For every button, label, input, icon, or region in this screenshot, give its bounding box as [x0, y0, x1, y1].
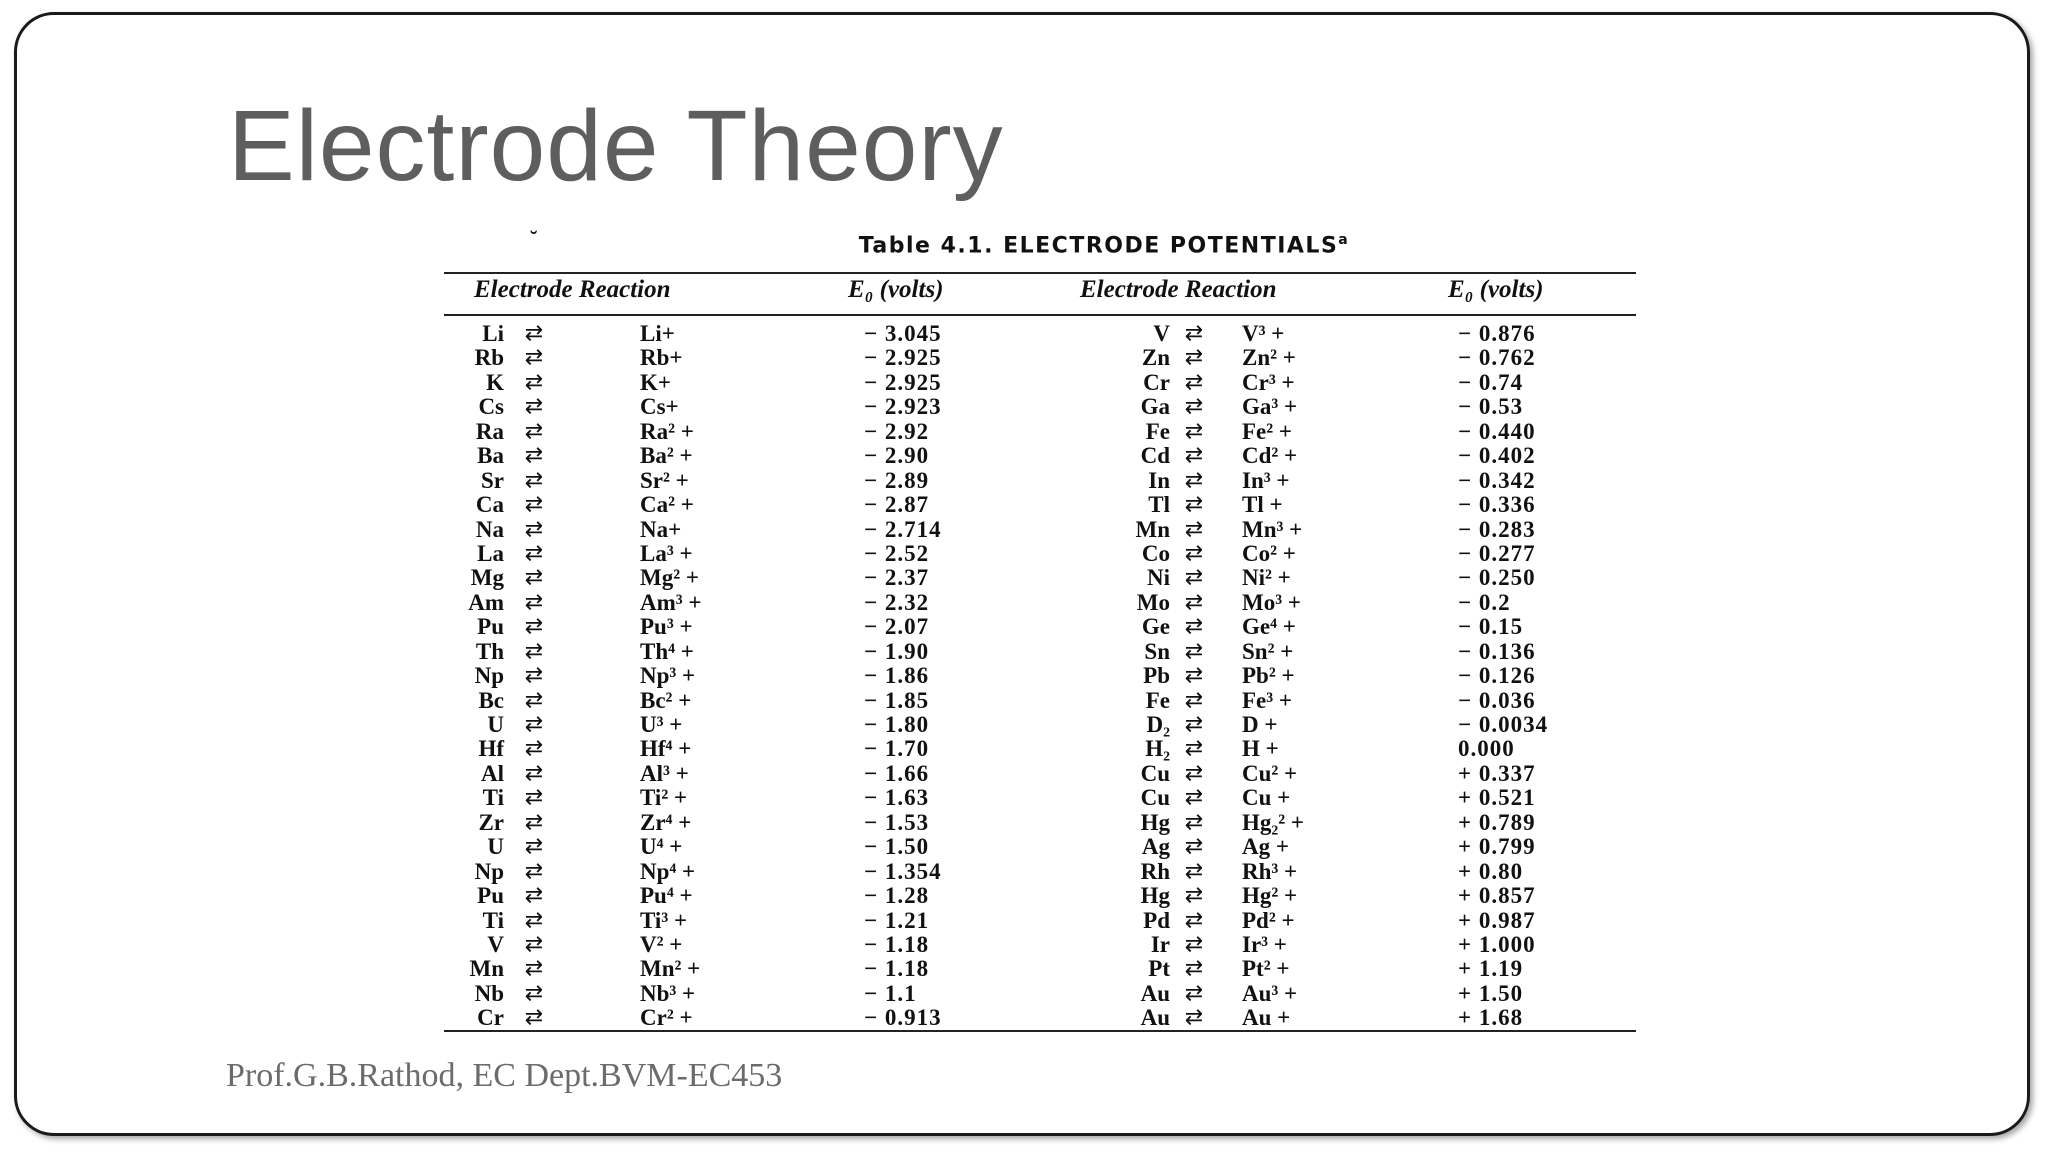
equilibrium-arrow-icon: ⇄	[1184, 687, 1204, 713]
left-potential: − 2.925	[864, 369, 942, 395]
left-potential: − 1.85	[864, 687, 930, 713]
right-ion: Ga³ +	[1242, 394, 1298, 420]
right-potential: − 0.283	[1458, 516, 1536, 542]
right-ion: V³ +	[1242, 321, 1285, 346]
equilibrium-arrow-icon: ⇄	[524, 785, 544, 811]
right-potential: − 0.876	[1458, 321, 1536, 346]
equilibrium-arrow-icon: ⇄	[524, 394, 544, 420]
table-row	[444, 591, 1644, 615]
table-row	[444, 909, 1644, 933]
left-electrode: Cr	[477, 1005, 504, 1031]
table-row	[444, 371, 1644, 395]
equilibrium-arrow-icon: ⇄	[524, 369, 544, 395]
slide-title: Electrode Theory	[228, 90, 1004, 202]
left-ion: Na+	[640, 516, 682, 542]
table-header-rule	[444, 314, 1636, 316]
equilibrium-arrow-icon: ⇄	[1184, 638, 1204, 664]
right-potential: + 0.789	[1458, 809, 1536, 835]
left-ion: Cs+	[640, 394, 679, 420]
left-electrode: Am	[468, 589, 504, 615]
right-ion: Au³ +	[1242, 980, 1298, 1006]
header-potential-left: E₀ (volts)	[848, 276, 944, 303]
left-electrode: La	[477, 540, 504, 566]
table-row	[444, 835, 1644, 859]
equilibrium-arrow-icon: ⇄	[1184, 907, 1204, 933]
right-potential: − 0.15	[1458, 614, 1524, 640]
equilibrium-arrow-icon: ⇄	[1184, 760, 1204, 786]
slide-footer: Prof.G.B.Rathod, EC Dept.BVM-EC453	[226, 1057, 783, 1094]
equilibrium-arrow-icon: ⇄	[1184, 858, 1204, 884]
equilibrium-arrow-icon: ⇄	[524, 1005, 544, 1031]
equilibrium-arrow-icon: ⇄	[524, 638, 544, 664]
equilibrium-arrow-icon: ⇄	[1184, 589, 1204, 615]
left-potential: − 1.90	[864, 638, 930, 664]
scan-mark: ˘	[530, 226, 538, 251]
right-potential: + 1.50	[1458, 980, 1524, 1006]
right-ion: Pt² +	[1242, 956, 1290, 982]
right-ion: In³ +	[1242, 467, 1290, 493]
equilibrium-arrow-icon: ⇄	[524, 760, 544, 786]
left-electrode: Pu	[477, 883, 504, 909]
right-ion: H +	[1242, 736, 1279, 762]
left-electrode: Zr	[478, 809, 504, 835]
table-row	[444, 982, 1644, 1006]
left-ion: Sr² +	[640, 467, 689, 493]
right-potential: − 0.440	[1458, 418, 1536, 444]
left-electrode: K	[486, 369, 504, 395]
left-ion: Np³ +	[640, 663, 696, 689]
left-potential: − 2.92	[864, 418, 930, 444]
equilibrium-arrow-icon: ⇄	[1184, 931, 1204, 957]
right-electrode: Sn	[1144, 638, 1170, 664]
left-electrode: Hf	[478, 736, 504, 762]
left-potential: − 1.21	[864, 907, 930, 933]
right-ion: Cr³ +	[1242, 369, 1295, 395]
left-ion: Zr⁴ +	[640, 809, 692, 835]
equilibrium-arrow-icon: ⇄	[524, 614, 544, 640]
table-row	[444, 1006, 1644, 1030]
equilibrium-arrow-icon: ⇄	[1184, 834, 1204, 860]
right-ion: Ge⁴ +	[1242, 614, 1296, 640]
left-ion: U⁴ +	[640, 834, 683, 860]
right-ion: Sn² +	[1242, 638, 1294, 664]
left-potential: − 1.28	[864, 883, 930, 909]
right-potential: − 0.136	[1458, 638, 1536, 664]
table-row	[444, 957, 1644, 981]
left-potential: − 1.80	[864, 712, 930, 737]
table-row	[444, 420, 1644, 444]
right-electrode: Cu	[1140, 785, 1170, 811]
right-potential: − 0.277	[1458, 540, 1536, 566]
left-ion: Th⁴ +	[640, 638, 694, 664]
left-electrode: Mn	[469, 956, 504, 982]
equilibrium-arrow-icon: ⇄	[1184, 369, 1204, 395]
equilibrium-arrow-icon: ⇄	[1184, 956, 1204, 982]
table-row	[444, 933, 1644, 957]
right-ion: Fe² +	[1242, 418, 1293, 444]
table-row	[444, 518, 1644, 542]
table-row	[444, 664, 1644, 688]
right-ion: Hg² +	[1242, 883, 1298, 909]
table-caption-text: Table 4.1. ELECTRODE POTENTIALS	[858, 233, 1339, 259]
left-ion: Nb³ +	[640, 980, 696, 1006]
table-row	[444, 469, 1644, 493]
equilibrium-arrow-icon: ⇄	[524, 809, 544, 835]
left-potential: − 2.714	[864, 516, 942, 542]
header-potential-right: E₀ (volts)	[1448, 276, 1544, 303]
left-potential: − 1.18	[864, 931, 930, 957]
right-potential: − 0.74	[1458, 369, 1524, 395]
left-electrode: Rb	[474, 345, 504, 371]
left-ion: Pu⁴ +	[640, 883, 693, 909]
right-ion: Hg₂² +	[1242, 809, 1305, 835]
equilibrium-arrow-icon: ⇄	[524, 443, 544, 469]
right-potential: − 0.53	[1458, 394, 1524, 420]
left-electrode: Ra	[475, 418, 504, 444]
equilibrium-arrow-icon: ⇄	[1184, 516, 1204, 542]
left-potential: − 1.63	[864, 785, 930, 811]
right-electrode: Au	[1140, 1005, 1170, 1031]
equilibrium-arrow-icon: ⇄	[1184, 785, 1204, 811]
right-ion: Ag +	[1242, 834, 1289, 860]
right-ion: Zn² +	[1242, 345, 1296, 371]
right-ion: Pd² +	[1242, 907, 1295, 933]
equilibrium-arrow-icon: ⇄	[524, 687, 544, 713]
equilibrium-arrow-icon: ⇄	[1184, 540, 1204, 566]
equilibrium-arrow-icon: ⇄	[524, 858, 544, 884]
equilibrium-arrow-icon: ⇄	[524, 956, 544, 982]
right-electrode: Hg	[1140, 809, 1170, 835]
left-electrode: Bc	[478, 687, 504, 713]
right-electrode: Rh	[1140, 858, 1170, 884]
left-ion: Ra² +	[640, 418, 694, 444]
right-potential: − 0.342	[1458, 467, 1536, 493]
left-ion: Ca² +	[640, 492, 694, 518]
equilibrium-arrow-icon: ⇄	[524, 663, 544, 689]
right-electrode: H₂	[1145, 736, 1170, 762]
right-potential: − 0.762	[1458, 345, 1536, 371]
left-ion: Cr² +	[640, 1005, 693, 1031]
right-potential: − 0.126	[1458, 663, 1536, 689]
equilibrium-arrow-icon: ⇄	[524, 418, 544, 444]
right-potential: − 0.2	[1458, 589, 1511, 615]
equilibrium-arrow-icon: ⇄	[524, 712, 544, 737]
right-electrode: D₂	[1146, 712, 1170, 737]
equilibrium-arrow-icon: ⇄	[524, 467, 544, 493]
left-ion: Pu³ +	[640, 614, 693, 640]
right-potential: 0.000	[1458, 736, 1515, 762]
left-ion: Li+	[640, 321, 675, 346]
right-potential: + 1.19	[1458, 956, 1524, 982]
table-caption	[444, 232, 1644, 258]
right-ion: Ir³ +	[1242, 931, 1287, 957]
table-row	[444, 395, 1644, 419]
left-potential: − 1.70	[864, 736, 930, 762]
left-electrode: Ti	[482, 907, 504, 933]
equilibrium-arrow-icon: ⇄	[1184, 712, 1204, 737]
left-potential: − 2.52	[864, 540, 930, 566]
right-potential: − 0.0034	[1458, 712, 1549, 737]
table-row	[444, 689, 1644, 713]
right-electrode: Ag	[1141, 834, 1170, 860]
left-electrode: Th	[475, 638, 504, 664]
left-electrode: Np	[474, 858, 504, 884]
left-electrode: Ti	[482, 785, 504, 811]
left-potential: − 2.90	[864, 443, 930, 469]
left-ion: Al³ +	[640, 760, 689, 786]
left-electrode: Mg	[470, 565, 504, 591]
equilibrium-arrow-icon: ⇄	[1184, 394, 1204, 420]
left-electrode: Al	[481, 760, 504, 786]
left-ion: Np⁴ +	[640, 858, 696, 884]
left-electrode: Li	[482, 321, 504, 346]
left-potential: − 2.07	[864, 614, 930, 640]
equilibrium-arrow-icon: ⇄	[1184, 663, 1204, 689]
right-electrode: Mo	[1136, 589, 1170, 615]
equilibrium-arrow-icon: ⇄	[524, 589, 544, 615]
right-ion: Mo³ +	[1242, 589, 1301, 615]
right-ion: Rh³ +	[1242, 858, 1298, 884]
right-potential: + 0.521	[1458, 785, 1536, 811]
right-electrode: Cu	[1140, 760, 1170, 786]
right-potential: + 0.799	[1458, 834, 1536, 860]
left-potential: − 1.1	[864, 980, 917, 1006]
left-ion: V² +	[640, 931, 683, 957]
equilibrium-arrow-icon: ⇄	[1184, 614, 1204, 640]
right-ion: Au +	[1242, 1005, 1291, 1031]
left-potential: − 2.89	[864, 467, 930, 493]
table-row	[444, 542, 1644, 566]
table-row	[444, 566, 1644, 590]
equilibrium-arrow-icon: ⇄	[524, 565, 544, 591]
right-ion: Ni² +	[1242, 565, 1291, 591]
left-ion: Bc² +	[640, 687, 692, 713]
table-row	[444, 811, 1644, 835]
right-electrode: Tl	[1148, 492, 1170, 518]
table-row	[444, 493, 1644, 517]
equilibrium-arrow-icon: ⇄	[524, 321, 544, 346]
equilibrium-arrow-icon: ⇄	[1184, 809, 1204, 835]
left-ion: Am³ +	[640, 589, 702, 615]
table-bottom-rule	[444, 1030, 1636, 1032]
table-row	[444, 444, 1644, 468]
equilibrium-arrow-icon: ⇄	[1184, 443, 1204, 469]
equilibrium-arrow-icon: ⇄	[524, 980, 544, 1006]
right-potential: − 0.250	[1458, 565, 1536, 591]
right-ion: D +	[1242, 712, 1278, 737]
left-potential: − 1.354	[864, 858, 942, 884]
right-ion: Cu² +	[1242, 760, 1298, 786]
equilibrium-arrow-icon: ⇄	[1184, 1005, 1204, 1031]
left-potential: − 2.923	[864, 394, 942, 420]
table-row	[444, 615, 1644, 639]
equilibrium-arrow-icon: ⇄	[524, 931, 544, 957]
equilibrium-arrow-icon: ⇄	[1184, 345, 1204, 371]
left-electrode: U	[487, 834, 504, 860]
right-potential: + 0.80	[1458, 858, 1524, 884]
left-electrode: V	[487, 931, 504, 957]
equilibrium-arrow-icon: ⇄	[524, 907, 544, 933]
left-potential: − 2.32	[864, 589, 930, 615]
equilibrium-arrow-icon: ⇄	[524, 492, 544, 518]
right-electrode: Cr	[1143, 369, 1170, 395]
left-electrode: Na	[475, 516, 504, 542]
right-potential: + 0.987	[1458, 907, 1536, 933]
left-ion: Ba² +	[640, 443, 693, 469]
left-ion: K+	[640, 369, 671, 395]
left-electrode: Cs	[478, 394, 504, 420]
right-electrode: Zn	[1141, 345, 1170, 371]
right-electrode: Ir	[1150, 931, 1170, 957]
table-row	[444, 786, 1644, 810]
right-potential: − 0.036	[1458, 687, 1536, 713]
right-electrode: Hg	[1140, 883, 1170, 909]
left-electrode: Pu	[477, 614, 504, 640]
table-row	[444, 762, 1644, 786]
right-electrode: Fe	[1145, 687, 1170, 713]
equilibrium-arrow-icon: ⇄	[1184, 565, 1204, 591]
left-ion: U³ +	[640, 712, 683, 737]
equilibrium-arrow-icon: ⇄	[524, 516, 544, 542]
right-potential: + 1.000	[1458, 931, 1536, 957]
left-potential: − 2.87	[864, 492, 930, 518]
left-potential: − 3.045	[864, 321, 942, 346]
table-row	[444, 640, 1644, 664]
right-electrode: Fe	[1145, 418, 1170, 444]
right-electrode: In	[1148, 467, 1170, 493]
equilibrium-arrow-icon: ⇄	[524, 883, 544, 909]
left-potential: − 2.37	[864, 565, 930, 591]
equilibrium-arrow-icon: ⇄	[1184, 736, 1204, 762]
electrode-potentials-table-image	[444, 222, 1644, 1042]
table-row	[444, 737, 1644, 761]
table-caption-footnote-mark: a	[1338, 232, 1350, 248]
equilibrium-arrow-icon: ⇄	[1184, 492, 1204, 518]
left-electrode: Np	[474, 663, 504, 689]
left-potential: − 1.53	[864, 809, 930, 835]
equilibrium-arrow-icon: ⇄	[524, 345, 544, 371]
table-row	[444, 322, 1644, 346]
right-electrode: Pt	[1148, 956, 1170, 982]
left-ion: Hf⁴ +	[640, 736, 692, 762]
right-electrode: Au	[1140, 980, 1170, 1006]
right-electrode: Co	[1141, 540, 1170, 566]
equilibrium-arrow-icon: ⇄	[1184, 321, 1204, 346]
right-ion: Cu +	[1242, 785, 1291, 811]
left-potential: − 2.925	[864, 345, 942, 371]
right-electrode: Pd	[1143, 907, 1170, 933]
left-ion: Mg² +	[640, 565, 699, 591]
table-body	[444, 322, 1644, 1031]
right-electrode: Ge	[1141, 614, 1170, 640]
right-potential: − 0.402	[1458, 443, 1536, 469]
table-row	[444, 346, 1644, 370]
left-electrode: Ba	[477, 443, 504, 469]
right-electrode: V	[1153, 321, 1170, 346]
right-potential: + 0.857	[1458, 883, 1536, 909]
left-electrode: Sr	[481, 467, 504, 493]
table-top-rule	[444, 272, 1636, 274]
left-ion: Ti³ +	[640, 907, 688, 933]
left-ion: La³ +	[640, 540, 693, 566]
table-row	[444, 884, 1644, 908]
left-ion: Ti² +	[640, 785, 688, 811]
right-ion: Tl +	[1242, 492, 1283, 518]
equilibrium-arrow-icon: ⇄	[1184, 467, 1204, 493]
left-potential: − 0.913	[864, 1005, 942, 1031]
left-electrode: U	[487, 712, 504, 737]
right-electrode: Cd	[1140, 443, 1170, 469]
left-electrode: Ca	[475, 492, 504, 518]
right-potential: − 0.336	[1458, 492, 1536, 518]
right-ion: Fe³ +	[1242, 687, 1293, 713]
equilibrium-arrow-icon: ⇄	[524, 834, 544, 860]
right-ion: Co² +	[1242, 540, 1296, 566]
right-ion: Pb² +	[1242, 663, 1295, 689]
table-row	[444, 713, 1644, 737]
right-ion: Cd² +	[1242, 443, 1298, 469]
left-potential: − 1.18	[864, 956, 930, 982]
right-electrode: Ga	[1140, 394, 1170, 420]
right-potential: + 0.337	[1458, 760, 1536, 786]
right-electrode: Mn	[1135, 516, 1170, 542]
right-electrode: Pb	[1143, 663, 1170, 689]
left-potential: − 1.66	[864, 760, 930, 786]
header-reaction-right: Electrode Reaction	[1080, 276, 1277, 303]
equilibrium-arrow-icon: ⇄	[1184, 883, 1204, 909]
right-potential: + 1.68	[1458, 1005, 1524, 1031]
table-row	[444, 860, 1644, 884]
left-potential: − 1.86	[864, 663, 930, 689]
header-reaction-left: Electrode Reaction	[474, 276, 671, 303]
equilibrium-arrow-icon: ⇄	[1184, 418, 1204, 444]
right-ion: Mn³ +	[1242, 516, 1303, 542]
equilibrium-arrow-icon: ⇄	[1184, 980, 1204, 1006]
left-ion: Rb+	[640, 345, 683, 371]
left-ion: Mn² +	[640, 956, 701, 982]
left-electrode: Nb	[474, 980, 504, 1006]
equilibrium-arrow-icon: ⇄	[524, 736, 544, 762]
equilibrium-arrow-icon: ⇄	[524, 540, 544, 566]
left-potential: − 1.50	[864, 834, 930, 860]
right-electrode: Ni	[1147, 565, 1170, 591]
